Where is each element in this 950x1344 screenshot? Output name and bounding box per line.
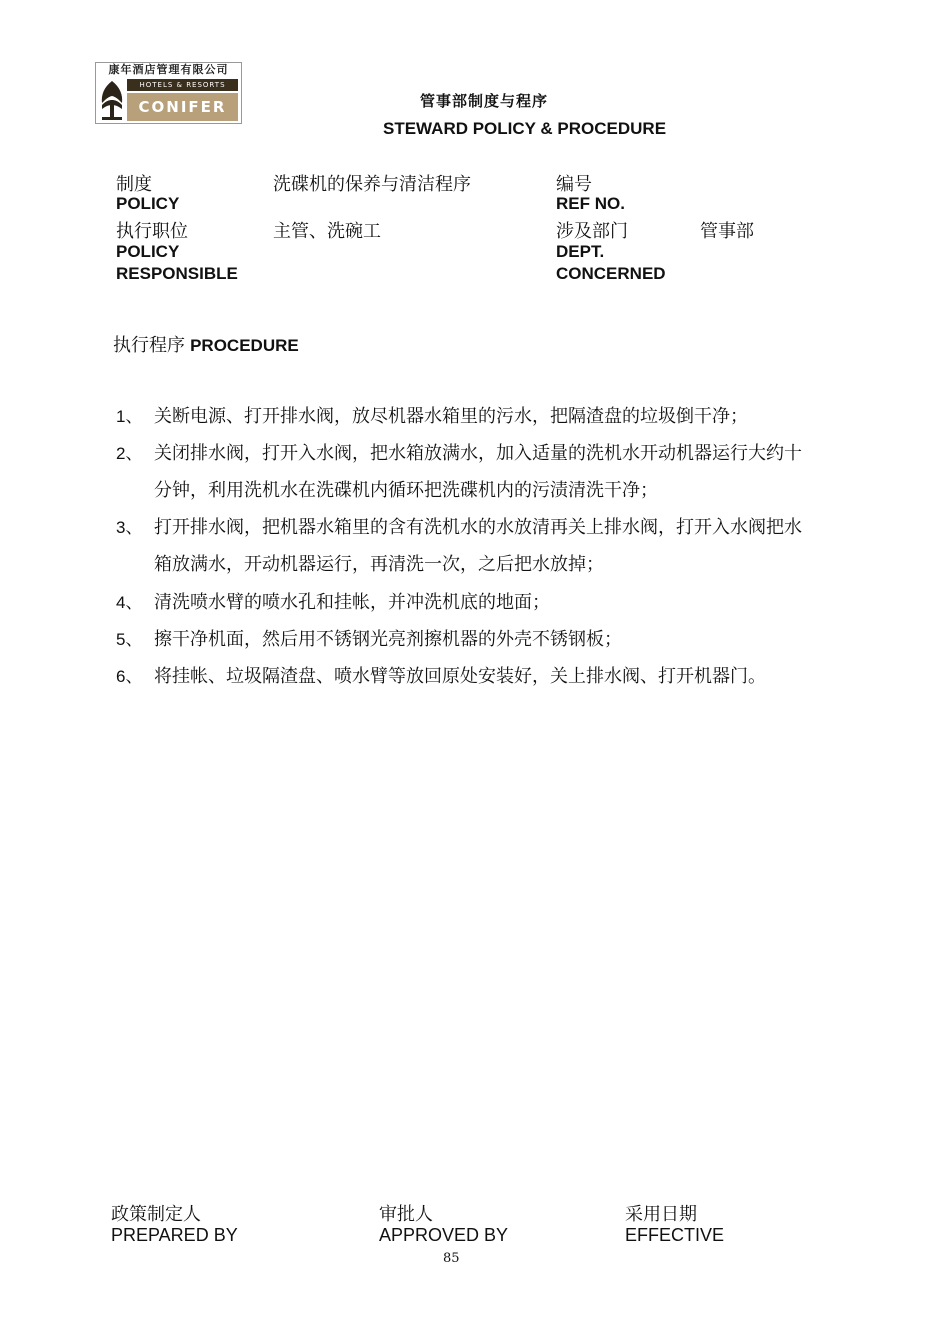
- step-text: 清洗喷水臂的喷水孔和挂帐，并冲洗机底的地面；: [154, 592, 550, 613]
- ref-label-en: REF NO.: [556, 194, 625, 213]
- step-number: 1、: [116, 407, 143, 426]
- step-number: 5、: [116, 630, 143, 649]
- procedure-heading-cn: 执行程序: [113, 335, 185, 356]
- document-title-cn: 管事部制度与程序: [420, 92, 549, 110]
- logo-subtitle: HOTELS & RESORTS: [127, 79, 238, 91]
- procedure-step-continuation: [154, 546, 604, 583]
- step-text: 关闭排水阀，打开入水阀，把水箱放满水，加入适量的洗机水开动机器运行大约十: [154, 443, 802, 464]
- procedure-step: [116, 621, 622, 658]
- ref-label-cn: 编号: [556, 174, 592, 195]
- responsible-label-en1: POLICY: [116, 242, 180, 261]
- step-number: 4、: [116, 593, 143, 612]
- page-number: 85: [443, 1251, 460, 1266]
- responsible-label-en2: RESPONSIBLE: [116, 264, 238, 283]
- dept-label-en2: CONCERNED: [556, 264, 666, 283]
- prepared-by-label-en: PREPARED BY: [111, 1225, 238, 1245]
- dept-value: 管事部: [700, 221, 754, 242]
- procedure-step: [116, 584, 550, 621]
- step-number: 3、: [116, 518, 143, 537]
- logo-company-name: 康年酒店管理有限公司: [108, 63, 229, 76]
- policy-value: 洗碟机的保养与清洁程序: [273, 174, 471, 195]
- effective-label-cn: 采用日期: [625, 1204, 697, 1225]
- step-number: 6、: [116, 667, 143, 686]
- dept-label-en1: DEPT.: [556, 242, 605, 261]
- step-text: 关断电源、打开排水阀，放尽机器水箱里的污水，把隔渣盘的垃圾倒干净；: [154, 406, 748, 427]
- logo-brand: CONIFER: [127, 93, 238, 121]
- procedure-step: [116, 435, 802, 472]
- step-text: 将挂帐、垃圾隔渣盘、喷水臂等放回原处安装好，关上排水阀、打开机器门。: [154, 666, 766, 687]
- step-text: 打开排水阀，把机器水箱里的含有洗机水的水放清再关上排水阀，打开入水阀把水: [154, 517, 802, 538]
- step-text: 箱放满水，开动机器运行，再清洗一次，之后把水放掉；: [154, 554, 604, 575]
- procedure-step: [116, 658, 766, 695]
- step-number: 2、: [116, 444, 143, 463]
- policy-label-en: POLICY: [116, 194, 180, 213]
- approved-by-label-cn: 审批人: [379, 1204, 433, 1225]
- effective-label-en: EFFECTIVE: [625, 1225, 725, 1245]
- responsible-label-cn: 执行职位: [116, 221, 188, 242]
- policy-label-cn: 制度: [116, 174, 152, 195]
- step-text: 擦干净机面，然后用不锈钢光亮剂擦机器的外壳不锈钢板；: [154, 629, 622, 650]
- procedure-step: [116, 509, 802, 546]
- step-text: 分钟，利用洗机水在洗碟机内循环把洗碟机内的污渍清洗干净；: [154, 480, 658, 501]
- tree-logo-icon: [98, 79, 126, 121]
- responsible-value: 主管、洗碗工: [273, 221, 381, 242]
- dept-label-cn: 涉及部门: [556, 221, 628, 242]
- procedure-heading: [113, 331, 299, 357]
- prepared-by-label-cn: 政策制定人: [111, 1204, 201, 1225]
- approved-by-label-en: APPROVED BY: [379, 1225, 509, 1245]
- company-logo: [95, 62, 242, 124]
- procedure-step: [116, 398, 748, 435]
- procedure-heading-en: PROCEDURE: [190, 336, 299, 355]
- procedure-step-continuation: [154, 472, 658, 509]
- document-title-en: STEWARD POLICY & PROCEDURE: [383, 119, 667, 138]
